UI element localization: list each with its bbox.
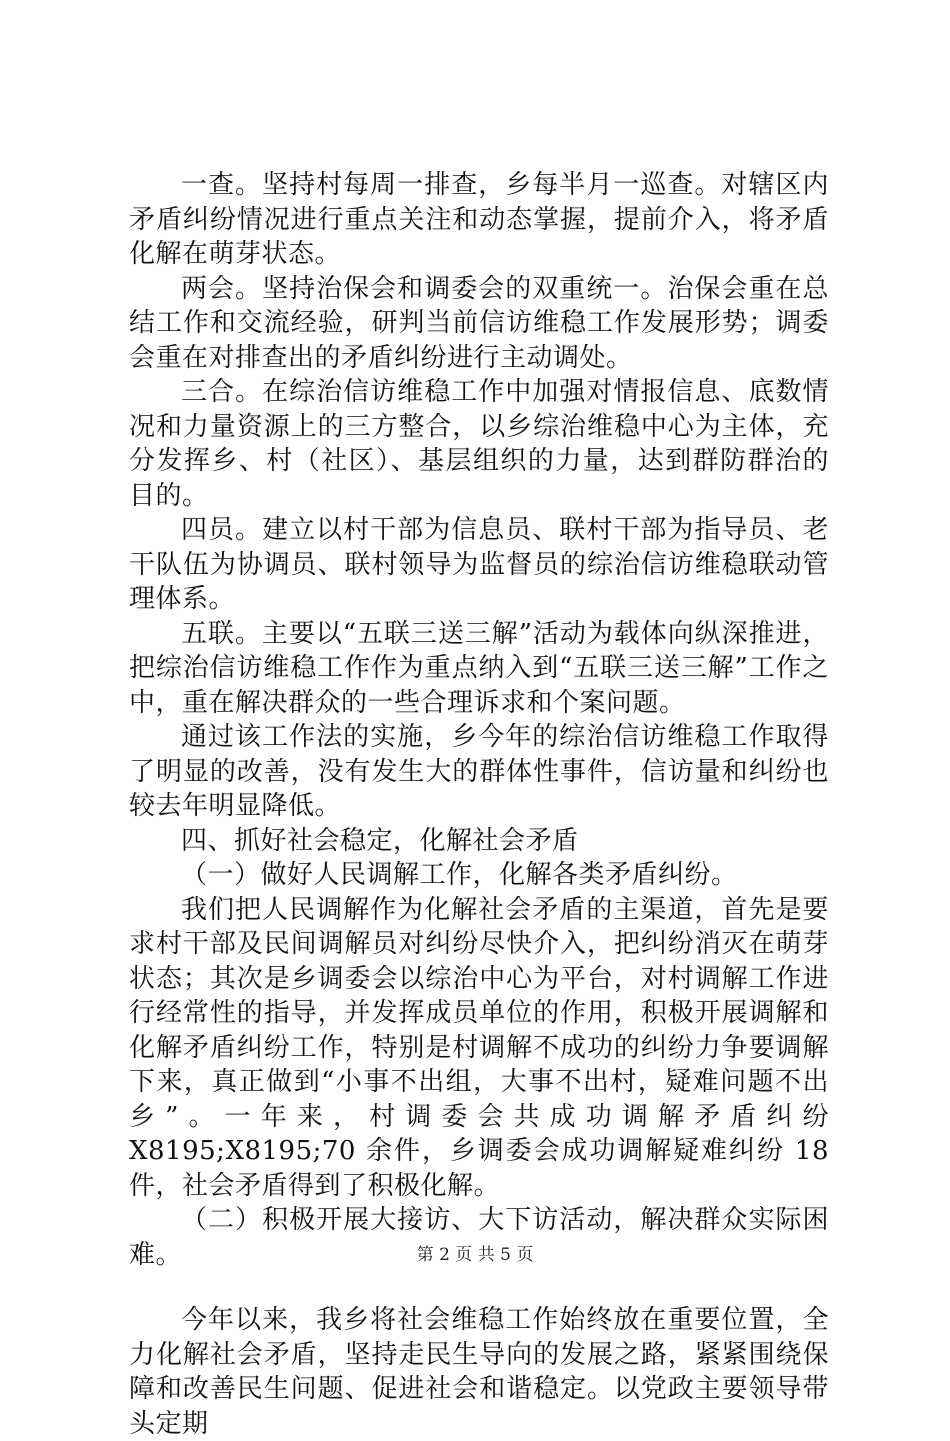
paragraph-mediation: 我们把人民调解作为化解社会矛盾的主渠道，首先是要求村干部及民间调解员对纠纷尽快介入，把纠纷消灭在萌芽状态；其次是乡调委会以综治中心为平台，对村调解工作进行经常性的指导，并发挥成员单位的作用，积极开展调解和化解矛盾纠纷工作，特别是村调解不成功的纠纷力争要调解下来，真正做到“小事不出组，大事不出村，疑难问题不出乡”。一年来，村调委会共成功调解矛盾纠纷 X8195;X8195;70 余件，乡调委会成功调解疑难纠纷 18 件，社会矛盾得到了积极化解。: [129, 894, 829, 1201]
paragraph-this-year: 今年以来，我乡将社会维稳工作始终放在重要位置，全力化解社会矛盾，坚持走民生导向的发展之路，紧紧围绕保障和改善民生问题、促进社会和谐稳定。以党政主要领导带头定期: [129, 1305, 829, 1439]
paragraph-siyuan: 四员。建立以村干部为信息员、联村干部为指导员、老干队伍为协调员、联村领导为监督员的综治信访维稳联动管理体系。: [129, 515, 829, 614]
paragraph-wulian: 五联。主要以“五联三送三解”活动为载体向纵深推进，把综治信访维稳工作作为重点纳入到“五联三送三解”工作之中，重在解决群众的一些合理诉求和个案问题。: [129, 618, 829, 718]
subsection-heading-two: （二）积极开展大接访、大下访活动，解决群众实际困难。: [129, 1205, 829, 1270]
subsection-heading-one: （一）做好人民调解工作，化解各类矛盾纠纷。: [181, 860, 738, 890]
paragraph-results: 通过该工作法的实施，乡今年的综治信访维稳工作取得了明显的改善，没有发生大的群体性事件，信访量和纠纷也较去年明显降低。: [129, 722, 829, 821]
section-heading-four: 四、抓好社会稳定，化解社会矛盾: [181, 825, 579, 856]
paragraph-lianghui: 两会。坚持治保会和调委会的双重统一。治保会重在总结工作和交流经验，研判当前信访维稳工作发展形势；调委会重在对排查出的矛盾纠纷进行主动调处。: [129, 273, 829, 373]
page-number-footer: 第 2 页 共 5 页: [416, 1245, 534, 1265]
paragraph-sanhe: 三合。在综治信访维稳工作中加强对情报信息、底数情况和力量资源上的三方整合，以乡综治维稳中心为主体，充分发挥乡、村（社区）、基层组织的力量，达到群防群治的目的。: [129, 377, 829, 511]
paragraph-yicha: 一查。坚持村每周一排查，乡每半月一巡查。对辖区内矛盾纠纷情况进行重点关注和动态掌握，提前介入，将矛盾化解在萌芽状态。: [129, 170, 829, 269]
